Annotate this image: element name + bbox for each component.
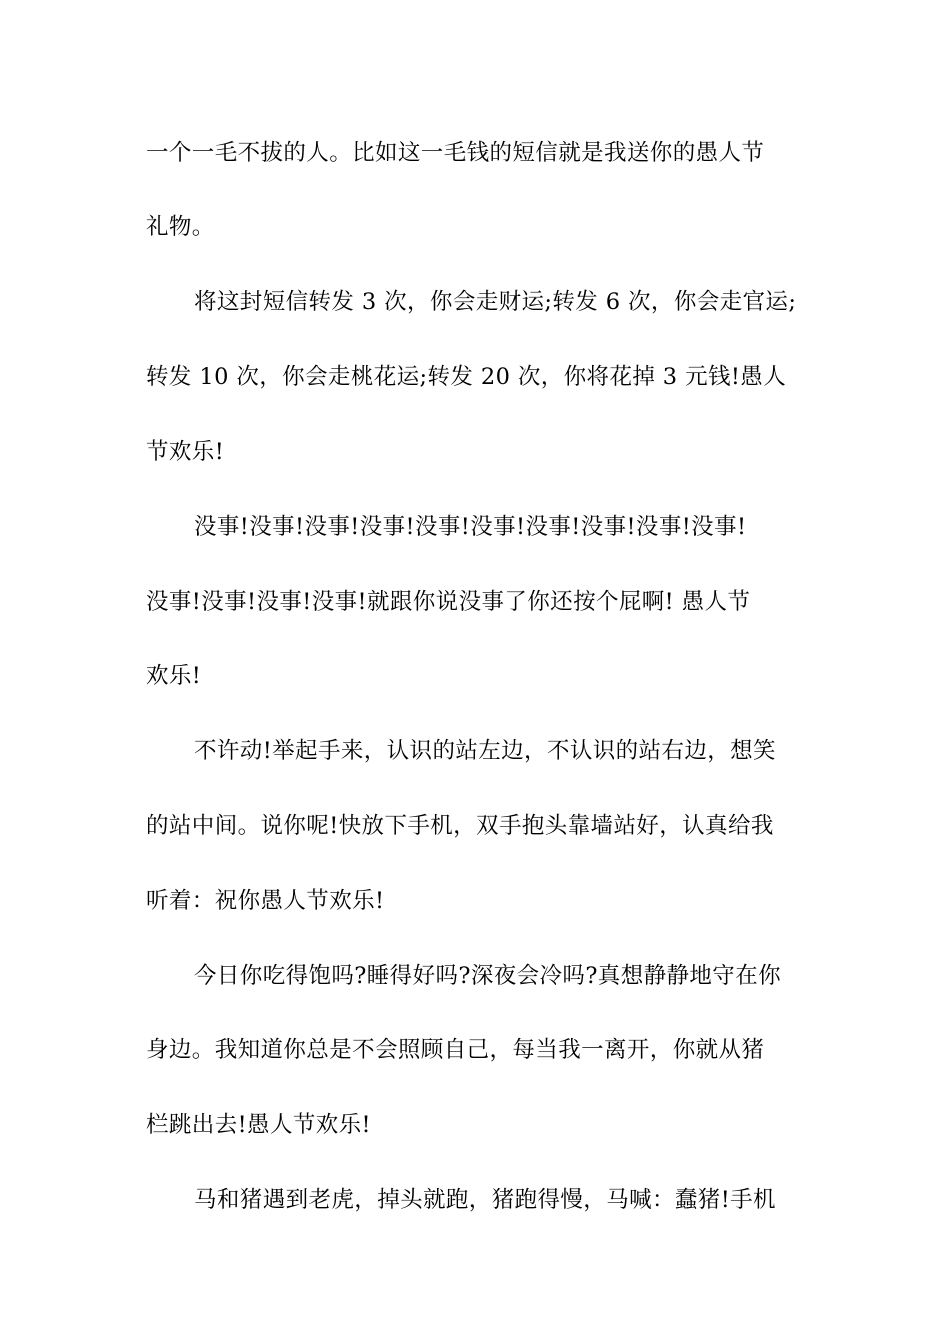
- text-line: 欢乐!: [146, 663, 202, 689]
- text-line: 栏跳出去!愚人节欢乐!: [146, 1112, 371, 1138]
- paragraph-first-line: 将这封短信转发 3 次，你会走财运;转发 6 次，你会走官运;: [194, 289, 797, 315]
- text-line: 转发 10 次，你会走桃花运;转发 20 次，你将花掉 3 元钱!愚人: [146, 364, 787, 390]
- text-line: 节欢乐!: [146, 439, 225, 465]
- text-line: 的站中间。说你呢!快放下手机，双手抱头靠墙站好，认真给我: [146, 813, 774, 839]
- text-line: 身边。我知道你总是不会照顾自己，每当我一离开，你就从猪: [146, 1037, 765, 1063]
- paragraph-first-line: 没事!没事!没事!没事!没事!没事!没事!没事!没事!没事!: [194, 514, 747, 540]
- paragraph-first-line: 不许动!举起手来，认识的站左边，不认识的站右边，想笑: [194, 738, 776, 764]
- paragraph-first-line: 今日你吃得饱吗?睡得好吗?深夜会冷吗?真想静静地守在你: [194, 963, 781, 989]
- text-line: 一个一毛不拔的人。比如这一毛钱的短信就是我送你的愚人节: [146, 140, 765, 166]
- text-line: 听着：祝你愚人节欢乐!: [146, 888, 385, 914]
- text-line: 礼物。: [146, 214, 215, 240]
- paragraph-first-line: 马和猪遇到老虎，掉头就跑，猪跑得慢，马喊：蠢猪!手机: [194, 1187, 776, 1213]
- text-line: 没事!没事!没事!没事!就跟你说没事了你还按个屁啊! 愚人节: [146, 589, 751, 615]
